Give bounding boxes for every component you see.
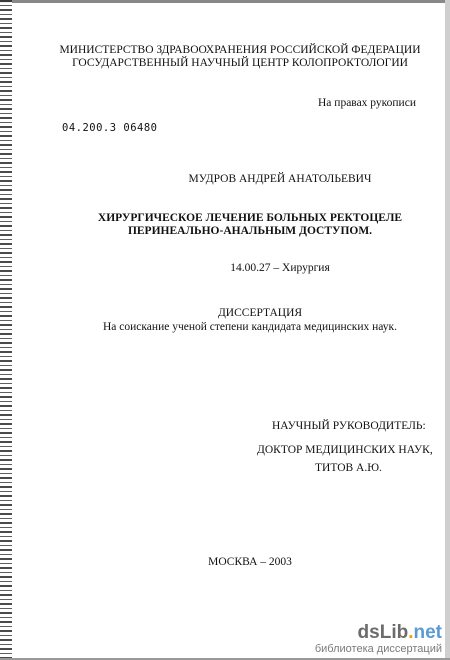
dslib-logo: dsLib.net bbox=[357, 622, 442, 643]
archive-stamp-number: 04.200.3 06480 bbox=[62, 122, 158, 134]
dslib-subtitle: библиотека диссертаций bbox=[314, 643, 442, 655]
author-name: МУДРОВ АНДРЕЙ АНАТОЛЬЕВИЧ bbox=[188, 173, 372, 185]
place-year: МОСКВА – 2003 bbox=[208, 556, 292, 568]
dslib-watermark bbox=[315, 623, 442, 656]
supervisor-degree: ДОКТОР МЕДИЦИНСКИХ НАУК, bbox=[257, 444, 433, 456]
supervisor-name: ТИТОВ А.Ю. bbox=[315, 462, 382, 474]
degree-line: На соискание ученой степени кандидата медицинских наук. bbox=[103, 321, 397, 333]
document-type: ДИССЕРТАЦИЯ bbox=[217, 307, 303, 319]
thesis-title-line-2: ПЕРИНЕАЛЬНО-АНАЛЬНЫМ ДОСТУПОМ. bbox=[127, 225, 373, 237]
specialty-code: 14.00.27 – Хирургия bbox=[230, 262, 330, 274]
thesis-title-line-1: ХИРУРГИЧЕСКОЕ ЛЕЧЕНИЕ БОЛЬНЫХ РЕКТОЦЕЛЕ bbox=[97, 212, 403, 224]
center-line: ГОСУДАРСТВЕННЫЙ НАУЧНЫЙ ЦЕНТР КОЛОПРОКТОЛОГИИ bbox=[72, 57, 408, 69]
scan-edge-left bbox=[0, 0, 12, 660]
ministry-line: МИНИСТЕРСТВО ЗДРАВООХРАНЕНИЯ РОССИЙСКОЙ ФЕДЕРАЦИИ bbox=[59, 44, 421, 56]
supervisor-label: НАУЧНЫЙ РУКОВОДИТЕЛЬ: bbox=[272, 420, 426, 432]
rights-note: На правах рукописи bbox=[318, 97, 416, 109]
scan-edge-top bbox=[0, 0, 450, 3]
